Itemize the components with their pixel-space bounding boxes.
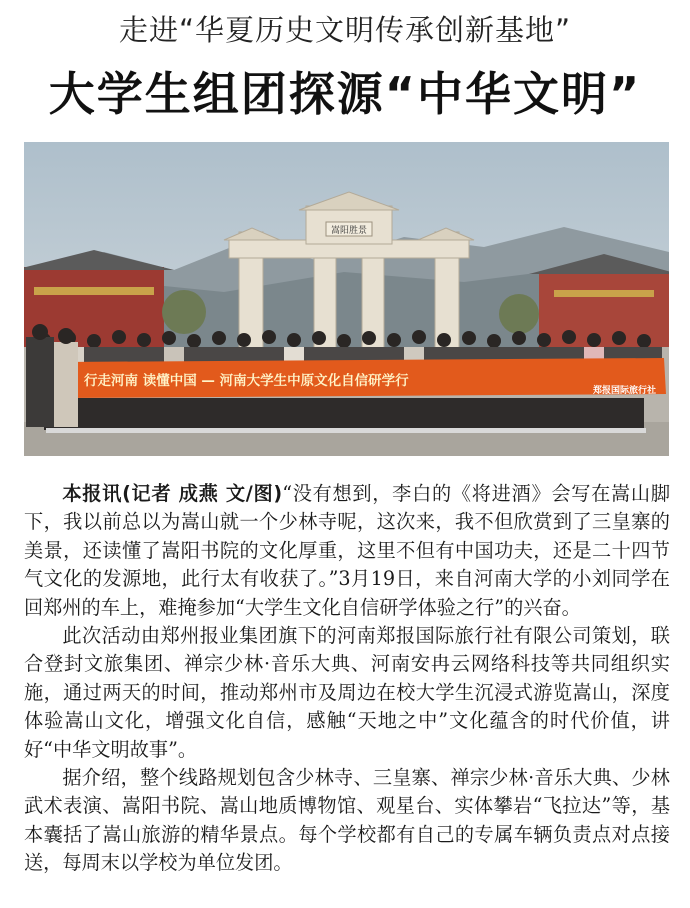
article-paragraph-3: 据介绍，整个线路规划包含少林寺、三皇寨、禅宗少林·音乐大典、少林武术表演、嵩阳书院、嵩山地质博物馆、观星台、实体攀岩“飞拉达”等，基本囊括了嵩山旅游的精华景点。每个学校都有自己的专属车辆负责点对点接送，每周末以学校为单位发团。 bbox=[24, 766, 670, 875]
article-paragraph-2: 此次活动由郑州报业集团旗下的河南郑报国际旅行社有限公司策划，联合登封文旅集团、禅宗少林·音乐大典、河南安冉云网络科技等共同组织实施，通过两天的时间，推动郑州市及周边在校大学生沉浸式游览嵩山，深度体验嵩山文化，增强文化自信，感触“天地之中”文化蕴含的时代价值，讲好“中华文明故事”。 bbox=[24, 624, 670, 761]
group-photo-illustration bbox=[24, 142, 669, 456]
article-paragraph-1-text: “没有想到，李白的《将进酒》会写在嵩山脚下，我以前总以为嵩山就一个少林寺呢，这次来，我不但欣赏到了三皇寨的美景，还读懂了嵩阳书院的文化厚重，这里不但有中国功夫，还是二十四节气文化的发源地，此行太有收获了。”3月19日，来自河南大学的小刘同学在回郑州的车上，难掩参加“大学生文化自信研学体验之行”的兴奋。 bbox=[24, 482, 671, 619]
banner-text: 行走河南 读懂中国 — 河南大学生中原文化自信研学行 bbox=[84, 373, 409, 389]
headline: 大学生组团探源“中华文明” bbox=[48, 67, 642, 121]
article-lead: 本报讯(记者 成燕 文/图) bbox=[62, 482, 283, 505]
news-photo bbox=[24, 142, 669, 456]
banner-sponsor: 郑报国际旅行社 bbox=[592, 386, 656, 396]
gate-plaque: 嵩阳胜景 bbox=[330, 226, 368, 236]
article-paragraph-1 bbox=[24, 480, 670, 622]
article-body bbox=[24, 480, 670, 878]
subheadline: 走进“华夏历史文明传承创新基地” bbox=[118, 13, 572, 47]
